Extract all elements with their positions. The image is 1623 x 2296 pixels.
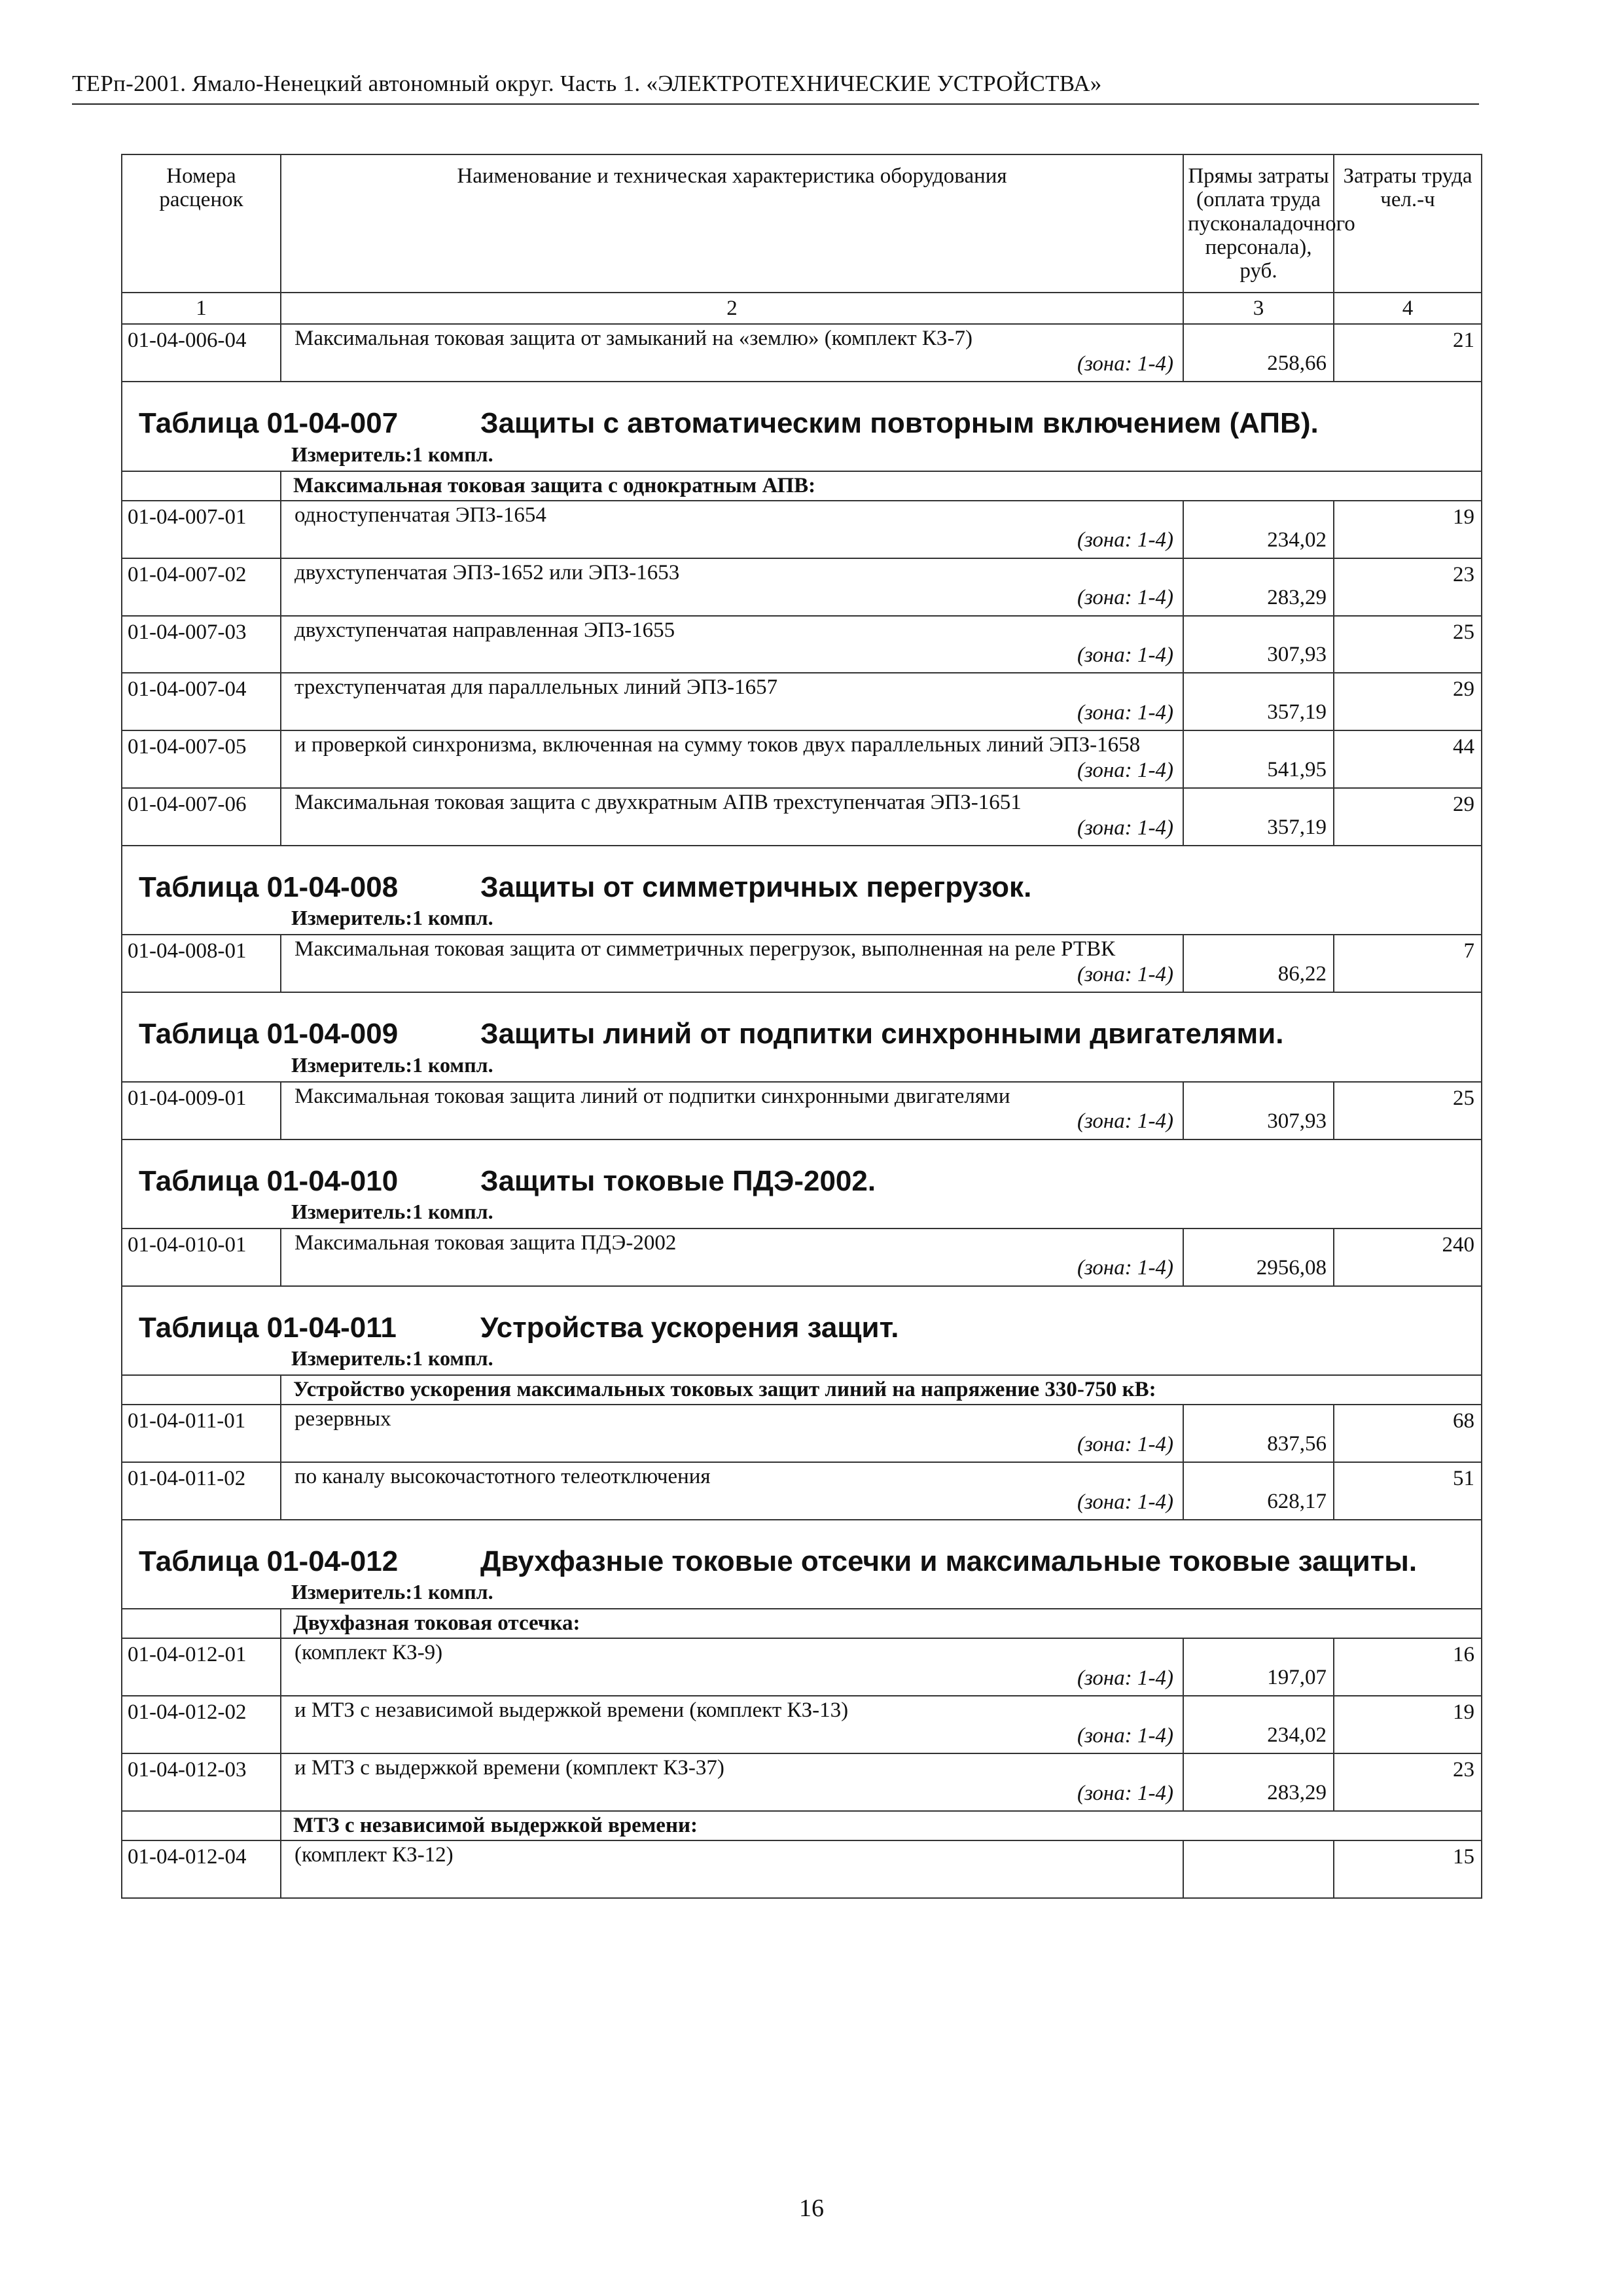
rate-description xyxy=(281,1696,1183,1753)
column-header-labor: Затраты труда чел.-ч xyxy=(1334,154,1482,293)
table-section-heading xyxy=(122,992,1482,1081)
rate-row xyxy=(122,1753,1482,1811)
group-spacer xyxy=(122,1375,281,1405)
rate-code: 01-04-012-04 xyxy=(122,1840,281,1898)
rate-cost: 357,19 xyxy=(1183,673,1334,730)
column-header-codes: Номера расценок xyxy=(122,154,281,293)
section-title-line xyxy=(122,871,1481,903)
rate-description xyxy=(281,1753,1183,1811)
group-title: Максимальная токовая защита с однократным АПВ: xyxy=(281,471,1482,501)
rate-description xyxy=(281,616,1183,673)
rate-cost: 283,29 xyxy=(1183,1753,1334,1811)
rate-description xyxy=(281,1840,1183,1898)
rate-cost: 234,02 xyxy=(1183,501,1334,558)
rate-zone: (зона: 1-4) xyxy=(1077,643,1173,668)
rate-zone: (зона: 1-4) xyxy=(1077,1666,1173,1690)
rate-code: 01-04-007-02 xyxy=(122,558,281,616)
rate-code: 01-04-011-02 xyxy=(122,1462,281,1520)
rate-labor: 25 xyxy=(1334,616,1482,673)
rate-labor: 240 xyxy=(1334,1229,1482,1286)
table-section-heading xyxy=(122,1139,1482,1229)
table-section-heading xyxy=(122,1520,1482,1609)
rate-name: (комплект КЗ-12) xyxy=(294,1842,454,1867)
rate-row xyxy=(122,1229,1482,1286)
rate-cost: 86,22 xyxy=(1183,935,1334,992)
group-title: МТЗ с независимой выдержкой времени: xyxy=(281,1811,1482,1840)
section-number: Таблица 01-04-007 xyxy=(139,407,399,440)
rate-description xyxy=(281,1462,1183,1520)
rate-code: 01-04-012-03 xyxy=(122,1753,281,1811)
column-number: 2 xyxy=(281,293,1183,324)
rate-code: 01-04-011-01 xyxy=(122,1405,281,1462)
section-number: Таблица 01-04-008 xyxy=(139,871,399,904)
section-number: Таблица 01-04-010 xyxy=(139,1164,399,1197)
section-measure: Измеритель:1 компл. xyxy=(291,1199,493,1223)
group-heading-row xyxy=(122,1375,1482,1405)
rate-zone: (зона: 1-4) xyxy=(1077,1490,1173,1514)
column-header-direct-costs: Прямы затраты (оплата труда пусконаладочного персонала), руб. xyxy=(1183,154,1334,293)
rates-table xyxy=(121,154,1482,1899)
rate-cost: 197,07 xyxy=(1183,1638,1334,1696)
rate-code: 01-04-009-01 xyxy=(122,1082,281,1139)
rate-name: Максимальная токовая защита с двухкратным АПВ трехступенчатая ЭПЗ-1651 xyxy=(294,791,1022,815)
section-cell xyxy=(122,1286,1482,1375)
group-title: Двухфазная токовая отсечка: xyxy=(281,1609,1482,1638)
column-number: 1 xyxy=(122,293,281,324)
rate-description xyxy=(281,1405,1183,1462)
section-measure: Измеритель:1 компл. xyxy=(291,1052,493,1077)
group-spacer xyxy=(122,1811,281,1840)
group-heading-row xyxy=(122,1811,1482,1840)
rate-name: (комплект КЗ-9) xyxy=(294,1641,443,1665)
rate-labor: 7 xyxy=(1334,935,1482,992)
rate-name: двухступенчатая ЭПЗ-1652 или ЭПЗ-1653 xyxy=(294,560,680,584)
section-title: Защиты токовые ПДЭ-2002. xyxy=(480,1164,876,1197)
column-number-row xyxy=(122,293,1482,324)
rate-labor: 68 xyxy=(1334,1405,1482,1462)
group-spacer xyxy=(122,1609,281,1638)
rate-labor: 25 xyxy=(1334,1082,1482,1139)
rate-zone: (зона: 1-4) xyxy=(1077,1723,1173,1748)
rate-name: Максимальная токовая защита линий от подпитки синхронными двигателями xyxy=(294,1084,1010,1108)
section-title-line xyxy=(122,407,1481,439)
rate-zone: (зона: 1-4) xyxy=(1077,1781,1173,1805)
rate-description xyxy=(281,1229,1183,1286)
rate-code: 01-04-006-04 xyxy=(122,324,281,382)
rate-description xyxy=(281,1638,1183,1696)
rate-code: 01-04-012-02 xyxy=(122,1696,281,1753)
rate-labor: 23 xyxy=(1334,558,1482,616)
rate-row xyxy=(122,558,1482,616)
rate-code: 01-04-008-01 xyxy=(122,935,281,992)
rate-zone: (зона: 1-4) xyxy=(1077,1109,1173,1134)
rate-description xyxy=(281,673,1183,730)
section-title-line xyxy=(122,1312,1481,1344)
rate-code: 01-04-012-01 xyxy=(122,1638,281,1696)
rate-cost: 837,56 xyxy=(1183,1405,1334,1462)
rate-row xyxy=(122,1696,1482,1753)
rate-description xyxy=(281,788,1183,846)
rate-code: 01-04-007-01 xyxy=(122,501,281,558)
rate-row xyxy=(122,616,1482,673)
rate-labor: 51 xyxy=(1334,1462,1482,1520)
rate-labor: 23 xyxy=(1334,1753,1482,1811)
rate-zone: (зона: 1-4) xyxy=(1077,528,1173,552)
rate-cost: 258,66 xyxy=(1183,324,1334,382)
section-cell xyxy=(122,992,1482,1081)
rate-labor: 19 xyxy=(1334,501,1482,558)
rate-name: по каналу высокочастотного телеотключения xyxy=(294,1464,711,1488)
rate-row xyxy=(122,788,1482,846)
section-cell xyxy=(122,1139,1482,1229)
group-heading-row xyxy=(122,471,1482,501)
page-header: ТЕРп-2001. Ямало-Ненецкий автономный округ. Часть 1. «ЭЛЕКТРОТЕХНИЧЕСКИЕ УСТРОЙСТВА» xyxy=(72,71,1479,105)
rate-zone: (зона: 1-4) xyxy=(1077,816,1173,840)
rate-cost: 2956,08 xyxy=(1183,1229,1334,1286)
rate-cost: 628,17 xyxy=(1183,1462,1334,1520)
rate-row xyxy=(122,935,1482,992)
rate-description xyxy=(281,935,1183,992)
section-title: Двухфазные токовые отсечки и максимальные токовые защиты. xyxy=(480,1545,1418,1577)
rate-zone: (зона: 1-4) xyxy=(1077,586,1173,610)
rate-name: Максимальная токовая защита от симметричных перегрузок, выполненная на реле РТВК xyxy=(294,937,1116,961)
rate-row xyxy=(122,1462,1482,1520)
column-header-description: Наименование и техническая характеристика оборудования xyxy=(281,154,1183,293)
group-title: Устройство ускорения максимальных токовых защит линий на напряжение 330-750 кВ: xyxy=(281,1375,1482,1405)
rate-labor: 44 xyxy=(1334,730,1482,788)
page-number: 16 xyxy=(799,2195,824,2222)
rate-code: 01-04-007-06 xyxy=(122,788,281,846)
rate-row xyxy=(122,673,1482,730)
section-measure: Измеритель:1 компл. xyxy=(291,1580,493,1604)
rate-description xyxy=(281,730,1183,788)
rate-row xyxy=(122,501,1482,558)
rate-cost: 283,29 xyxy=(1183,558,1334,616)
rate-zone xyxy=(281,1867,1183,1897)
rate-cost xyxy=(1183,1840,1334,1898)
rate-name: Максимальная токовая защита ПДЭ-2002 xyxy=(294,1230,677,1255)
section-title: Защиты линий от подпитки синхронными двигателями. xyxy=(480,1018,1284,1050)
rate-description xyxy=(281,558,1183,616)
rate-name: одноступенчатая ЭПЗ-1654 xyxy=(294,503,546,527)
section-cell xyxy=(122,382,1482,471)
rate-name: и МТЗ с независимой выдержкой времени (комплект КЗ-13) xyxy=(294,1698,849,1723)
rate-description xyxy=(281,324,1183,382)
rate-zone: (зона: 1-4) xyxy=(1077,1256,1173,1280)
section-title: Защиты с автоматическим повторным включением (АПВ). xyxy=(480,407,1319,440)
rate-description xyxy=(281,501,1183,558)
rate-name: и МТЗ с выдержкой времени (комплект КЗ-37) xyxy=(294,1755,724,1780)
rate-labor: 21 xyxy=(1334,324,1482,382)
rate-name: и проверкой синхронизма, включенная на сумму токов двух параллельных линий ЭПЗ-1658 xyxy=(294,733,1141,757)
section-title-line xyxy=(122,1165,1481,1197)
rate-zone: (зона: 1-4) xyxy=(1077,352,1173,376)
rate-cost: 541,95 xyxy=(1183,730,1334,788)
rate-row xyxy=(122,730,1482,788)
rate-zone: (зона: 1-4) xyxy=(1077,758,1173,782)
rate-row xyxy=(122,1405,1482,1462)
rate-code: 01-04-007-05 xyxy=(122,730,281,788)
section-title-line xyxy=(122,1545,1481,1577)
rate-row xyxy=(122,1840,1482,1898)
rate-zone: (зона: 1-4) xyxy=(1077,1432,1173,1456)
rate-labor: 19 xyxy=(1334,1696,1482,1753)
rate-labor: 15 xyxy=(1334,1840,1482,1898)
rate-name: Максимальная токовая защита от замыканий на «землю» (комплект КЗ-7) xyxy=(294,327,972,351)
rate-code: 01-04-010-01 xyxy=(122,1229,281,1286)
rate-labor: 29 xyxy=(1334,788,1482,846)
column-number: 3 xyxy=(1183,293,1334,324)
section-number: Таблица 01-04-011 xyxy=(139,1311,397,1344)
rate-name: трехступенчатая для параллельных линий ЭПЗ-1657 xyxy=(294,675,778,700)
rate-code: 01-04-007-03 xyxy=(122,616,281,673)
table-section-heading xyxy=(122,382,1482,471)
column-number: 4 xyxy=(1334,293,1482,324)
rate-code: 01-04-007-04 xyxy=(122,673,281,730)
rate-cost: 234,02 xyxy=(1183,1696,1334,1753)
group-spacer xyxy=(122,471,281,501)
rate-description xyxy=(281,1082,1183,1139)
rate-name: двухступенчатая направленная ЭПЗ-1655 xyxy=(294,618,675,642)
table-section-heading xyxy=(122,846,1482,935)
section-title: Защиты от симметричных перегрузок. xyxy=(480,871,1032,904)
section-title: Устройства ускорения защит. xyxy=(480,1311,899,1344)
rate-cost: 357,19 xyxy=(1183,788,1334,846)
section-measure: Измеритель:1 компл. xyxy=(291,906,493,930)
rate-cost: 307,93 xyxy=(1183,616,1334,673)
section-cell xyxy=(122,846,1482,935)
group-heading-row xyxy=(122,1609,1482,1638)
rate-zone: (зона: 1-4) xyxy=(1077,701,1173,725)
section-cell xyxy=(122,1520,1482,1609)
rate-row xyxy=(122,1082,1482,1139)
section-number: Таблица 01-04-012 xyxy=(139,1545,399,1577)
rate-zone: (зона: 1-4) xyxy=(1077,963,1173,987)
rate-row xyxy=(122,324,1482,382)
section-number: Таблица 01-04-009 xyxy=(139,1018,399,1050)
rate-labor: 16 xyxy=(1334,1638,1482,1696)
rate-labor: 29 xyxy=(1334,673,1482,730)
table-section-heading xyxy=(122,1286,1482,1375)
rate-name: резервных xyxy=(294,1407,391,1431)
column-header-row xyxy=(122,154,1482,293)
section-measure: Измеритель:1 компл. xyxy=(291,442,493,466)
section-title-line xyxy=(122,1018,1481,1050)
rate-row xyxy=(122,1638,1482,1696)
rate-cost: 307,93 xyxy=(1183,1082,1334,1139)
section-measure: Измеритель:1 компл. xyxy=(291,1346,493,1371)
